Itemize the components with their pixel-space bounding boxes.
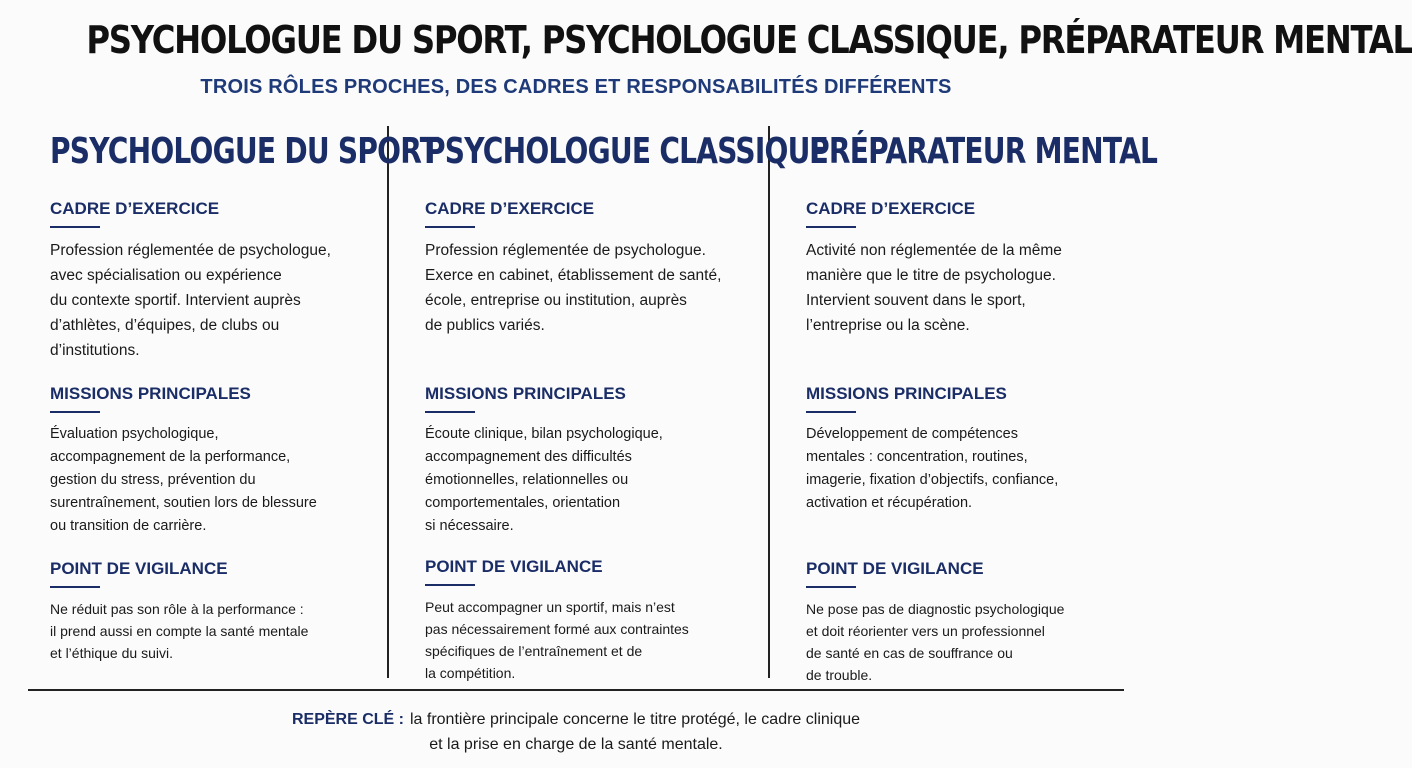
section-framework bbox=[806, 198, 1136, 338]
heading-underline bbox=[425, 226, 475, 228]
section-body: Évaluation psychologique, accompagnement de la performance, gestion du stress, prévention du surentraînement, soutien lors de blessure ou transition de carrière. bbox=[50, 426, 317, 534]
section-heading: MISSIONS PRINCIPALES bbox=[806, 384, 1007, 403]
section-framework bbox=[425, 198, 755, 338]
section-heading: MISSIONS PRINCIPALES bbox=[425, 384, 626, 403]
column-divider bbox=[768, 126, 770, 678]
column-title: PRÉPARATEUR MENTAL bbox=[809, 131, 1158, 172]
heading-underline bbox=[806, 226, 856, 228]
heading-underline bbox=[806, 586, 856, 588]
heading-underline bbox=[50, 586, 100, 588]
section-body: Profession réglementée de psychologue. Exerce en cabinet, établissement de santé, école, entreprise ou institution, auprès de publics variés. bbox=[425, 242, 722, 334]
section-body: Développement de compétences mentales : concentration, routines, imagerie, fixation d’objectifs, confiance, activation et récupération. bbox=[806, 426, 1059, 511]
section-missions bbox=[425, 383, 755, 538]
section-heading: MISSIONS PRINCIPALES bbox=[50, 384, 251, 403]
heading-underline bbox=[50, 226, 100, 228]
heading-underline bbox=[425, 411, 475, 413]
section-heading: POINT DE VIGILANCE bbox=[425, 557, 603, 576]
section-body: Peut accompagner un sportif, mais n’est pas nécessairement formé aux contraintes spécifiques de l’entraînement et de la compétition. bbox=[425, 599, 689, 681]
section-missions bbox=[50, 383, 380, 538]
section-vigilance bbox=[425, 556, 755, 684]
section-body: Écoute clinique, bilan psychologique, accompagnement des difficultés émotionnelles, relationnelles ou comportementales, orientation si nécessaire. bbox=[425, 426, 663, 534]
column-title: PSYCHOLOGUE CLASSIQUE bbox=[425, 131, 829, 172]
column-title: PSYCHOLOGUE DU SPORT bbox=[50, 131, 439, 172]
section-body: Ne pose pas de diagnostic psychologique et doit réorienter vers un professionnel de santé en cas de souffrance ou de trouble. bbox=[806, 601, 1065, 683]
section-missions bbox=[806, 383, 1136, 515]
page-subtitle: TROIS RÔLES PROCHES, DES CADRES ET RESPONSABILITÉS DIFFÉRENTS bbox=[200, 76, 952, 98]
section-heading: POINT DE VIGILANCE bbox=[806, 559, 984, 578]
footer-label: REPÈRE CLÉ : bbox=[291, 711, 404, 728]
section-vigilance bbox=[50, 558, 380, 664]
column-mental-coach bbox=[806, 128, 1256, 683]
section-body: Ne réduit pas son rôle à la performance : il prend aussi en compte la santé mentale et l’éthique du suivi. bbox=[50, 601, 309, 661]
footer-text-line2: et la prise en charge de la santé mentale. bbox=[429, 736, 723, 753]
section-heading: CADRE D’EXERCICE bbox=[50, 199, 220, 218]
heading-underline bbox=[50, 411, 100, 413]
section-heading: CADRE D’EXERCICE bbox=[425, 199, 595, 218]
section-vigilance bbox=[806, 558, 1136, 686]
page-title: PSYCHOLOGUE DU SPORT, PSYCHOLOGUE CLASSIQUE, PRÉPARATEUR MENTAL bbox=[86, 18, 1412, 62]
footer-text-line1: la frontière principale concerne le titre protégé, le cadre clinique bbox=[409, 711, 861, 728]
section-framework bbox=[50, 198, 380, 363]
heading-underline bbox=[806, 411, 856, 413]
footer-key-point bbox=[0, 709, 1152, 731]
section-body: Profession réglementée de psychologue, avec spécialisation ou expérience du contexte sportif. Intervient auprès d’athlètes, d’équipes, de clubs ou d’institutions. bbox=[50, 242, 331, 359]
column-divider bbox=[387, 126, 389, 678]
footer-divider bbox=[28, 689, 1124, 691]
section-body: Activité non réglementée de la même manière que le titre de psychologue. Intervient souvent dans le sport, l’entreprise ou la scène. bbox=[806, 242, 1062, 334]
section-heading: POINT DE VIGILANCE bbox=[50, 559, 228, 578]
heading-underline bbox=[425, 584, 475, 586]
section-heading: CADRE D’EXERCICE bbox=[806, 199, 976, 218]
